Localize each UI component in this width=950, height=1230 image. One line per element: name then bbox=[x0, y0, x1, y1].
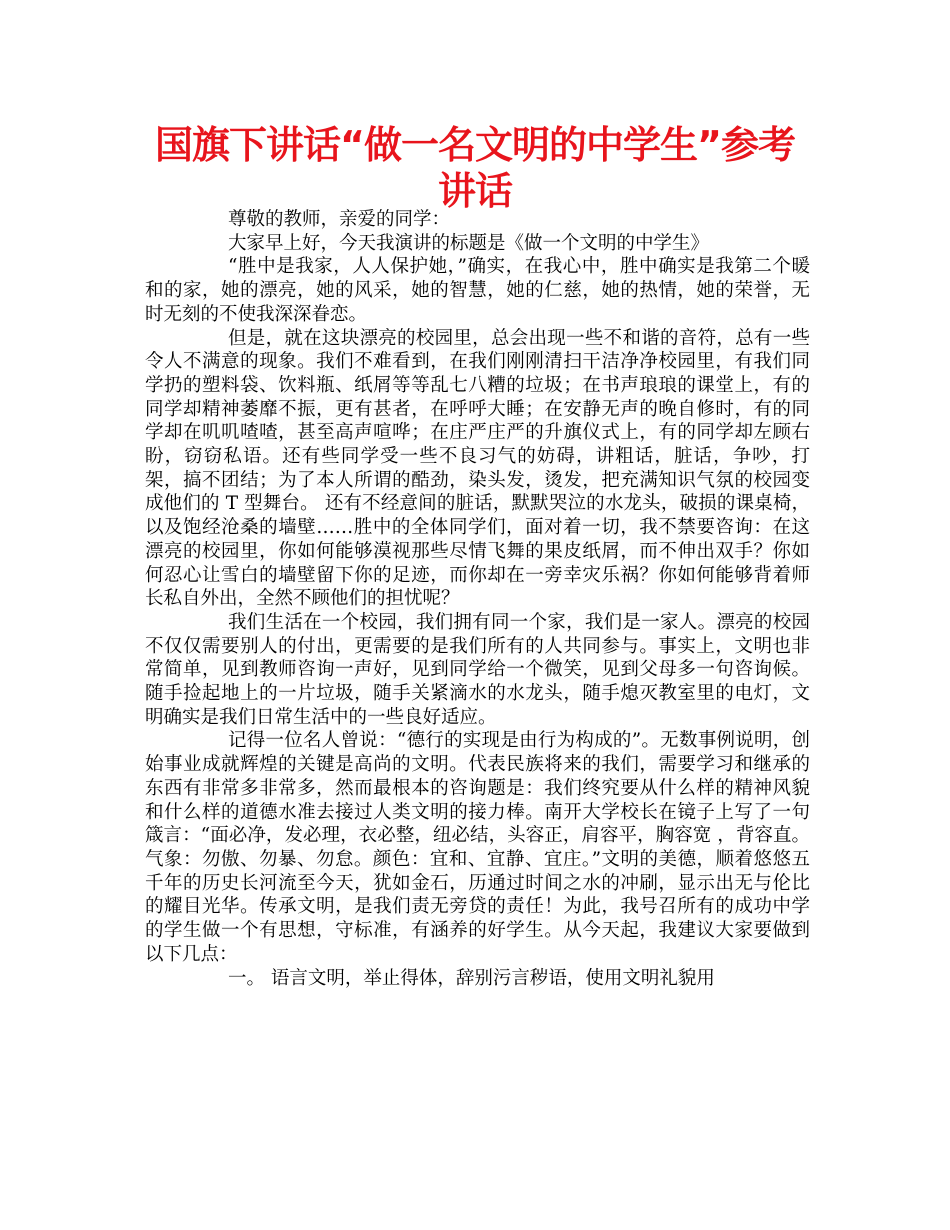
greeting-paragraph: 尊敬的教师，亲爱的同学： bbox=[228, 209, 451, 230]
opening-paragraph: 大家早上好，今天我演讲的标题是《做一个文明的中学生》 bbox=[228, 232, 710, 254]
document-title: 国旗下讲话“做一名文明的中学生”参考讲话 bbox=[155, 123, 795, 213]
body-paragraph: 记得一位名人曾说：“德行的实现是由行为构成的”。无数事例说明，创始事业成就辉煌的关键是高尚的文明。代表民族将来的我们，需要学习和继承的东西有非常多非常多，然而最根本的咨询题是：我们终究要从什么样的精神风貌和什么样的道德水准去接过人类文明的接力棒。南开大学校长在镜子上写了一句箴言：“面必净，发必理，衣必整，纽必结，头容正，肩容平，胸容宽 ，背容直。气象：勿傲、勿暴、勿怠。颜色：宜和、宜静、宜庄。”文明的美德，顺着悠悠五千年的历史长河流至今天，犹如金石，历通过时间之水的冲刷，显示出无与伦比的耀目光华。传承文明，是我们责无旁贷的责任！为此，我号召所有的成功中学的学生做一个有思想，守标准，有涵养的好学生。从今天起，我建议大家要做到以下几点： bbox=[145, 730, 810, 965]
body-paragraph: 我们生活在一个校园，我们拥有同一个家，我们是一家人。漂亮的校园不仅仅需要别人的付出，更需要的是我们所有的人共同参与。事实上，文明也非常简单，见到教师咨询一声好，见到同学给一个微笑，见到父母多一句咨询候。随手捡起地上的一片垃圾，随手关紧滴水的水龙头，随手熄灭教室里的电灯，文明确实是我们日常生活中的一些良好适应。 bbox=[145, 611, 810, 728]
body-paragraph: 但是，就在这块漂亮的校园里，总会出现一些不和谐的音符，总有一些令人不满意的现象。我们不难看到，在我们刚刚清扫干洁净净校园里，有我们同学扔的塑料袋、饮料瓶、纸屑等等乱七八糟的垃圾；在书声琅琅的课堂上，有的同学却精神萎靡不振，更有甚者，在呼呼大睡；在安静无声的晚自修时，有的同学却在叽叽喳喳，甚至高声喧哗；在庄严庄严的升旗仪式上，有的同学却左顾右盼，窃窃私语。还有些同学受一些不良习气的妨碍，讲粗话，脏话，争吵，打架，搞不团结；为了本人所谓的酷劲，染头发，烫发，把充满知识气氛的校园变成他们的 T 型舞台。 还有不经意间的脏话，默默哭泣的水龙头，破损的课桌椅，以及饱经沧桑的墙壁……胜中的全体同学们，面对着一切，我不禁要咨询：在这漂亮的校园里，你如何能够漠视那些尽情飞舞的果皮纸屑，而不伸出双手？你如何忍心让雪白的墙壁留下你的足迹，而你却在一旁幸灾乐祸？你如何能够背着师长私自外出，全然不顾他们的担忧呢？ bbox=[145, 327, 810, 610]
document-body bbox=[145, 208, 810, 990]
body-paragraph: “胜中是我家，人人保护她，”确实，在我心中，胜中确实是我第二个暖和的家，她的漂亮，她的风采，她的智慧，她的仁慈，她的热情，她的荣誉，无时无刻的不使我深深眷恋。 bbox=[145, 256, 810, 325]
list-item-paragraph: 一。 语言文明，举止得体，辞别污言秽语，使用文明礼貌用 bbox=[228, 967, 715, 989]
